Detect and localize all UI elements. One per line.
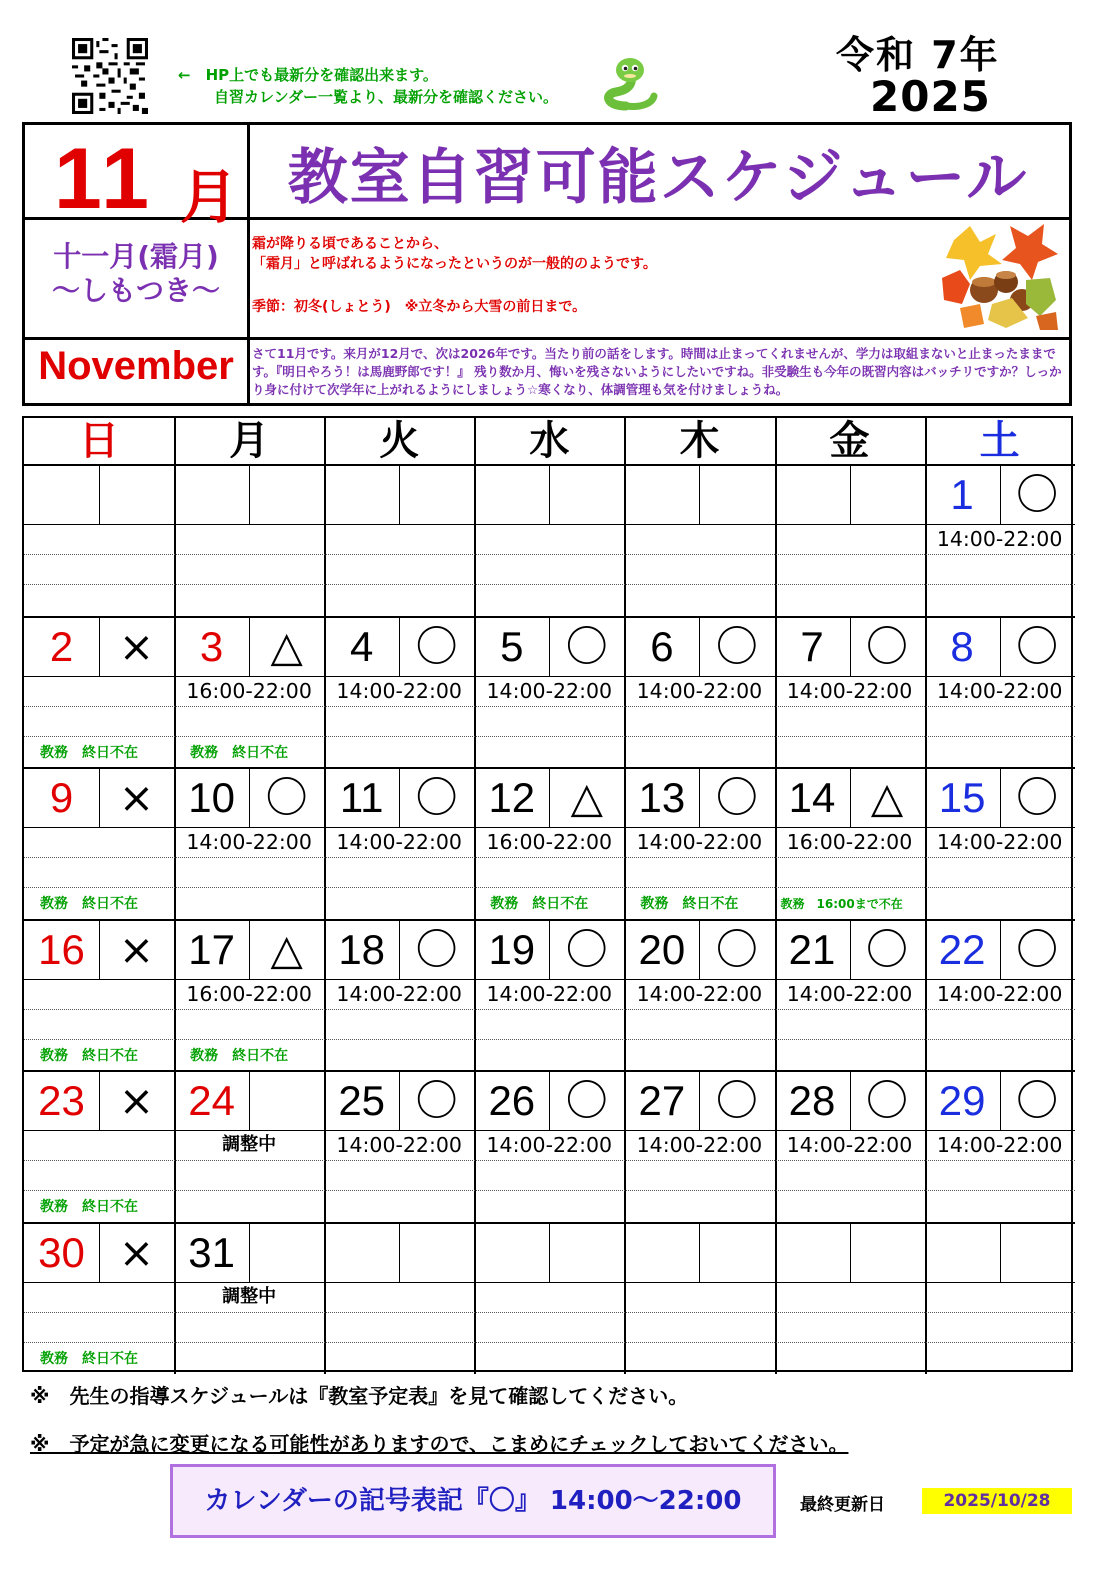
open-hours: 14:00-22:00 (336, 830, 462, 854)
open-hours: 16:00-22:00 (786, 830, 913, 854)
day-number: 11 (339, 774, 384, 821)
day-number: 27 (638, 1077, 686, 1124)
autumn-leaves-icon (940, 220, 1060, 332)
open-hours: 14:00-22:00 (486, 981, 613, 1006)
open-hours: 14:00-22:00 (936, 981, 1063, 1006)
grid-line (24, 1312, 1075, 1313)
day-number: 5 (500, 622, 524, 670)
open-hours: 14:00-22:00 (636, 830, 763, 854)
monthly-message: さて11月です。来月が12月で、次は2026年です。当たり前の話をします。時間は止まってくれませんが、学力は取組まないと止まったままです。『明日やろう！は馬鹿野郎です！』 残り数か月、悔いを残さないようにしたいですね。非受験生も今年の既習内容はバッチリですか？しっかり身に付けて次学年に上がれるようにしましょう☆寒くなり、体調管理も気を付けましょうね。 (252, 346, 1062, 397)
grid-line (699, 464, 700, 524)
weekday-header-5: 金 (829, 418, 870, 464)
grid-line (549, 464, 550, 524)
open-hours: 14:00-22:00 (786, 678, 913, 703)
staff-absence-note: 教務 終日不在 (40, 744, 138, 761)
day-number: 6 (650, 622, 674, 670)
open-hours: 14:00-22:00 (336, 678, 462, 703)
staff-absence-note: 教務 16:00まで不在 (780, 897, 903, 911)
availability-symbol: × (118, 1227, 155, 1277)
weekday-header-1: 月 (229, 418, 270, 464)
day-number: 20 (638, 925, 686, 973)
grid-line (1000, 1222, 1001, 1282)
adjusting-label: 調整中 (222, 1285, 277, 1307)
grid-line (850, 464, 851, 524)
grid-line (24, 1039, 1075, 1040)
availability-symbol: × (118, 773, 155, 822)
grid-line (24, 736, 1075, 737)
availability-symbol: 〇 (1016, 773, 1059, 822)
availability-symbol: 〇 (1016, 470, 1059, 519)
availability-symbol: △ (870, 773, 904, 822)
availability-symbol: 〇 (415, 924, 458, 974)
grid-line (399, 1222, 400, 1282)
grid-line (24, 706, 1075, 707)
day-number: 15 (938, 774, 986, 821)
open-hours: 14:00-22:00 (636, 1133, 763, 1157)
day-number: 22 (938, 925, 986, 973)
availability-symbol: 〇 (415, 773, 458, 822)
grid-line (699, 1222, 700, 1282)
availability-symbol: 〇 (415, 621, 458, 671)
availability-symbol: 〇 (565, 621, 608, 671)
day-number: 8 (950, 622, 974, 670)
availability-symbol: 〇 (865, 924, 908, 974)
day-number: 18 (338, 925, 386, 973)
grid-line (24, 1190, 1075, 1191)
grid-line (549, 1222, 550, 1282)
footer-note-1: ※ 先生の指導スケジュールは『教室予定表』を見て確認してください。 (30, 1384, 689, 1408)
open-hours: 16:00-22:00 (186, 981, 312, 1006)
month-description (252, 234, 657, 274)
availability-symbol: × (118, 1076, 155, 1125)
month-number: 11 (54, 131, 153, 227)
availability-symbol: 〇 (715, 1076, 758, 1125)
grid-line (24, 857, 1075, 858)
open-hours: 14:00-22:00 (486, 678, 613, 703)
open-hours: 14:00-22:00 (486, 1133, 613, 1157)
availability-symbol: 〇 (715, 924, 758, 974)
availability-symbol: 〇 (565, 924, 608, 974)
staff-absence-note: 教務 終日不在 (40, 1350, 138, 1367)
day-number: 9 (49, 774, 74, 821)
day-number: 30 (38, 1228, 85, 1276)
grid-line (324, 418, 326, 1374)
grid-line (399, 464, 400, 524)
staff-absence-note: 教務 終日不在 (490, 896, 589, 912)
grid-line (24, 524, 1075, 525)
day-number: 13 (638, 774, 686, 821)
day-number: 31 (188, 1228, 235, 1276)
grid-line (249, 1222, 250, 1282)
legend-text: カレンダーの記号表記『〇』 14:00〜22:00 (204, 1486, 742, 1516)
weekday-header-4: 木 (679, 418, 720, 464)
season-note: 季節：初冬(しょとう) ※立冬から大雪の前日まで。 (252, 299, 587, 315)
weekday-header-3: 水 (529, 418, 570, 464)
day-number: 1 (950, 471, 974, 518)
era-year: 令和 7年 (836, 33, 1000, 77)
grid-line (24, 887, 1075, 888)
availability-symbol: 〇 (865, 1076, 908, 1125)
month-kanji: 月 (180, 163, 239, 231)
kanji-month (26, 240, 246, 308)
open-hours: 14:00-22:00 (936, 830, 1063, 854)
availability-symbol: 〇 (715, 773, 758, 822)
day-number: 29 (938, 1077, 986, 1124)
open-hours: 14:00-22:00 (936, 527, 1063, 551)
hp-note-line1: ← HP上でも最新分を確認出来ます。 (178, 66, 438, 84)
grid-line (99, 464, 100, 524)
staff-absence-note: 教務 終日不在 (190, 744, 289, 761)
day-number: 19 (488, 925, 536, 973)
grid-line (24, 554, 1075, 555)
updated-label: 最終更新日 (800, 1495, 885, 1515)
staff-absence-note: 教務 終日不在 (640, 896, 739, 912)
open-hours: 16:00-22:00 (186, 678, 312, 703)
snake-icon (596, 54, 658, 112)
desc-line2: 「霜月」と呼ばれるようになったというのが一般的のようです。 (252, 256, 657, 272)
availability-symbol: 〇 (265, 773, 308, 822)
page-title: 教室自習可能スケジュール (287, 143, 1029, 213)
year: 2025 (870, 72, 991, 121)
grid-line (249, 464, 250, 524)
grid-line (24, 1160, 1075, 1161)
availability-symbol: 〇 (715, 621, 758, 671)
open-hours: 14:00-22:00 (786, 1133, 913, 1157)
day-number: 2 (49, 622, 74, 670)
availability-symbol: × (118, 924, 155, 974)
day-number: 10 (188, 774, 235, 821)
day-number: 23 (38, 1077, 85, 1124)
day-number: 12 (488, 774, 536, 821)
english-month: November (38, 344, 234, 388)
staff-absence-note: 教務 終日不在 (40, 896, 138, 912)
weekday-header-2: 火 (379, 418, 420, 464)
qr-code-icon[interactable] (72, 38, 148, 114)
grid-line (24, 1009, 1075, 1010)
staff-absence-note: 教務 終日不在 (40, 1047, 138, 1064)
grid-line (24, 584, 1075, 585)
day-number: 4 (350, 622, 374, 670)
availability-symbol: 〇 (565, 1076, 608, 1125)
open-hours: 14:00-22:00 (636, 678, 763, 703)
open-hours: 14:00-22:00 (936, 678, 1063, 703)
open-hours: 14:00-22:00 (936, 1133, 1063, 1157)
day-number: 28 (788, 1077, 836, 1124)
day-number: 14 (788, 774, 836, 821)
desc-line1: 霜が降りる頃であることから、 (252, 236, 448, 252)
day-number: 24 (188, 1077, 235, 1124)
day-number: 7 (800, 622, 824, 670)
grid-line (850, 1222, 851, 1282)
grid-line (249, 1070, 250, 1130)
availability-symbol: △ (570, 773, 603, 822)
availability-symbol: 〇 (1016, 924, 1059, 974)
day-number: 17 (188, 925, 235, 973)
open-hours: 16:00-22:00 (486, 830, 613, 854)
staff-absence-note: 教務 終日不在 (190, 1047, 289, 1064)
day-number: 26 (488, 1077, 536, 1124)
kanji-month-reading: 〜しもつき〜 (51, 274, 220, 307)
availability-symbol: × (118, 621, 155, 671)
grid-line (24, 1342, 1075, 1343)
day-number: 3 (199, 622, 224, 670)
footer-note-2: ※ 予定が急に変更になる可能性がありますので、こまめにチェックしておいてください。 (30, 1432, 849, 1456)
weekday-header-0: 日 (79, 418, 120, 464)
kanji-month-name: 十一月(霜月) (53, 240, 219, 273)
availability-symbol: △ (270, 621, 303, 671)
day-number: 16 (38, 925, 85, 973)
weekday-header-6: 土 (979, 418, 1020, 464)
staff-absence-note: 教務 終日不在 (40, 1199, 138, 1215)
adjusting-label: 調整中 (222, 1134, 277, 1155)
open-hours: 14:00-22:00 (636, 981, 763, 1006)
hp-note-line2: 自習カレンダー一覧より、最新分を確認ください。 (214, 88, 559, 106)
day-number: 21 (788, 925, 836, 973)
availability-symbol: 〇 (415, 1076, 458, 1125)
open-hours: 14:00-22:00 (336, 981, 462, 1006)
availability-symbol: △ (270, 924, 303, 974)
open-hours: 14:00-22:00 (186, 830, 312, 854)
open-hours: 14:00-22:00 (786, 981, 913, 1006)
grid-line (925, 418, 927, 1374)
day-number: 25 (338, 1077, 386, 1124)
availability-symbol: 〇 (1016, 1076, 1059, 1125)
availability-symbol: 〇 (1016, 621, 1059, 671)
updated-date: 2025/10/28 (922, 1488, 1072, 1514)
availability-symbol: 〇 (865, 621, 908, 671)
open-hours: 14:00-22:00 (336, 1133, 462, 1157)
calendar-grid (22, 416, 1073, 1372)
